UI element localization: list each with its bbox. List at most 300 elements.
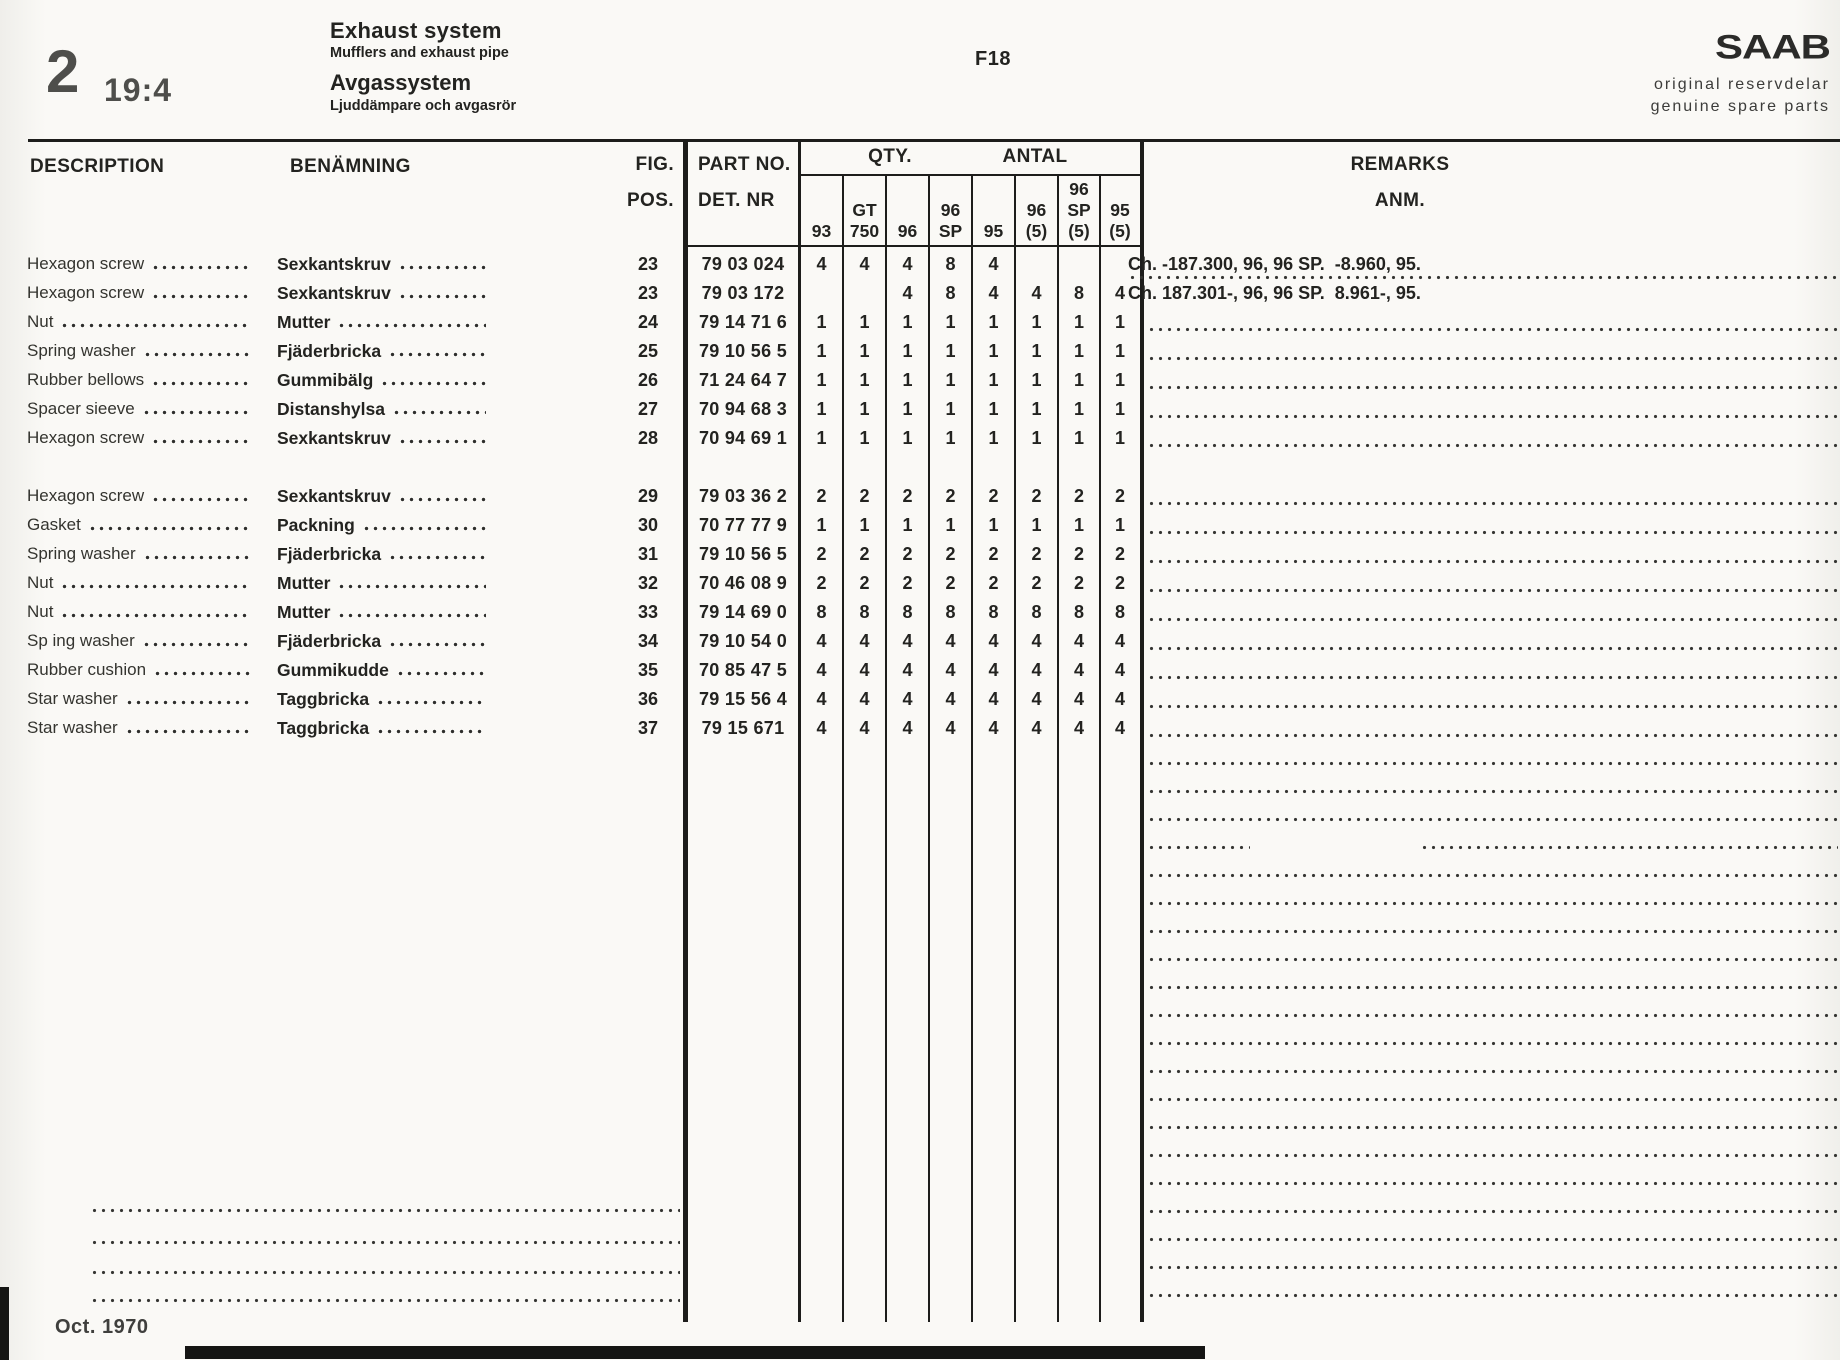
qty-cell: 8 [1073, 283, 1084, 303]
qty-cell: 1 [902, 399, 913, 419]
qty-cell: 4 [1031, 718, 1042, 738]
part-no-cell: 70 94 69 1 [698, 428, 788, 448]
dotted-leader [337, 613, 486, 618]
dotted-line [1147, 675, 1838, 680]
qty-column-header: 96 SP [938, 200, 963, 241]
qty-cell: 4 [1031, 631, 1042, 651]
qty-cell: 1 [945, 312, 956, 332]
qty-cell: 1 [988, 341, 999, 361]
subtitle-swedish: Ljuddämpare och avgasrör [330, 98, 517, 114]
qty-cell: 2 [945, 573, 956, 593]
qty-cell: 1 [988, 428, 999, 448]
pos-cell: 36 [637, 689, 658, 709]
benamning-cell: Sexkantskruv [277, 248, 489, 277]
qty-cell: 4 [1073, 689, 1084, 709]
dotted-line [1147, 985, 1838, 990]
dotted-line [1147, 789, 1838, 794]
qty-cell: 1 [1073, 370, 1084, 390]
pos-cell: 29 [637, 486, 658, 506]
qty-cell: 1 [1031, 399, 1042, 419]
qty-cell: 4 [859, 660, 870, 680]
qty-cell: 1 [945, 399, 956, 419]
pos-cell: 37 [637, 718, 658, 738]
dotted-leader [142, 642, 250, 647]
qty-cell: 1 [1031, 341, 1042, 361]
qty-cell [1016, 248, 1057, 277]
benamning-cell: Distanshylsa [277, 393, 489, 422]
qty-cell: 1 [1114, 312, 1125, 332]
qty-cell: 2 [945, 544, 956, 564]
part-no-cell: 79 15 671 [701, 718, 785, 738]
qty-cell: 8 [1073, 602, 1084, 622]
qty-cell: 1 [945, 428, 956, 448]
qty-cell: 2 [1114, 573, 1125, 593]
dotted-leader [388, 555, 486, 560]
benamning-cell: Sexkantskruv [277, 422, 489, 451]
grid-hline-header-bottom [683, 245, 1143, 247]
qty-cell: 4 [1031, 660, 1042, 680]
dotted-line [1147, 817, 1838, 822]
dotted-line [1147, 617, 1838, 622]
part-no-cell: 70 46 08 9 [698, 573, 788, 593]
qty-cell: 1 [1073, 399, 1084, 419]
brand-block [1650, 27, 1830, 116]
qty-cell: 2 [816, 544, 827, 564]
qty-cell: 8 [816, 602, 827, 622]
qty-cell: 8 [945, 254, 956, 274]
qty-cell: 1 [902, 515, 913, 535]
dotted-line [1147, 1041, 1838, 1046]
dotted-leader [376, 729, 486, 734]
dotted-line [1147, 1013, 1838, 1018]
description-cell: Spacer sieeve [27, 393, 253, 422]
dotted-line [1147, 704, 1838, 709]
dotted-line [1147, 501, 1838, 506]
qty-cell: 1 [816, 341, 827, 361]
dotted-leader [88, 526, 250, 531]
qty-cell: 2 [1031, 544, 1042, 564]
qty-cell: 2 [816, 486, 827, 506]
qty-cell: 4 [902, 718, 913, 738]
page-number: 2 [46, 38, 80, 105]
qty-cell: 1 [1114, 428, 1125, 448]
header-remarks [1255, 154, 1545, 226]
qty-cell: 2 [859, 486, 870, 506]
dotted-leader [60, 613, 250, 618]
qty-cell: 2 [902, 486, 913, 506]
header-fig: FIG. [635, 154, 674, 175]
description-cell: Star washer [27, 683, 253, 712]
dotted-leader [392, 410, 486, 415]
pos-cell: 34 [637, 631, 658, 651]
qty-cell: 4 [859, 631, 870, 651]
header-antal: ANTAL [1002, 146, 1068, 167]
qty-cell: 1 [859, 312, 870, 332]
benamning-cell: Mutter [277, 567, 489, 596]
qty-cell: 2 [902, 573, 913, 593]
table-row [0, 277, 1840, 306]
qty-cell: 1 [1073, 515, 1084, 535]
qty-cell: 4 [1114, 718, 1125, 738]
dotted-leader [60, 584, 250, 589]
benamning-cell: Mutter [277, 596, 489, 625]
dotted-line [1147, 443, 1838, 448]
dotted-line [1147, 646, 1838, 651]
qty-cell: 4 [816, 689, 827, 709]
dotted-leader [337, 323, 486, 328]
dotted-leader [380, 381, 486, 386]
qty-cell: 1 [1031, 515, 1042, 535]
qty-cell: 2 [988, 544, 999, 564]
qty-cell: 1 [1073, 312, 1084, 332]
qty-cell: 4 [859, 254, 870, 274]
figure-reference: F18 [975, 48, 1011, 70]
part-no-cell: 79 14 69 0 [698, 602, 788, 622]
qty-cell: 4 [1114, 660, 1125, 680]
qty-cell: 4 [945, 660, 956, 680]
date-stamp: Oct. 1970 [55, 1316, 149, 1338]
part-no-cell: 79 10 54 0 [698, 631, 788, 651]
description-cell: Hexagon screw [27, 248, 253, 277]
description-cell: Hexagon screw [27, 480, 253, 509]
part-no-cell: 79 10 56 5 [698, 341, 788, 361]
dotted-leader [151, 381, 250, 386]
qty-cell: 4 [988, 283, 999, 303]
dotted-leader [398, 497, 486, 502]
header-description: DESCRIPTION [30, 156, 165, 177]
description-cell: Gasket [27, 509, 253, 538]
dotted-line [1147, 761, 1838, 766]
grid-hline-top-rule [28, 139, 1840, 142]
dotted-line [1147, 559, 1838, 564]
pos-cell: 35 [637, 660, 658, 680]
dotted-leader [396, 671, 486, 676]
qty-column-header: 93 [811, 221, 832, 241]
qty-cell: 4 [1114, 283, 1125, 303]
dotted-line [1147, 356, 1838, 361]
qty-cell: 1 [988, 370, 999, 390]
table-row [0, 248, 1840, 277]
benamning-cell: Taggbricka [277, 712, 489, 741]
brand-line-english: genuine spare parts [1650, 98, 1830, 115]
pos-cell: 27 [637, 399, 658, 419]
benamning-cell: Fjäderbricka [277, 625, 489, 654]
qty-cell: 1 [859, 370, 870, 390]
qty-cell: 1 [1114, 370, 1125, 390]
qty-cell: 1 [988, 312, 999, 332]
qty-cell: 4 [1031, 283, 1042, 303]
qty-cell [1059, 248, 1099, 277]
header-benamning: BENÄMNING [290, 156, 411, 177]
subtitle-english: Mufflers and exhaust pipe [330, 45, 509, 61]
benamning-cell: Fjäderbricka [277, 538, 489, 567]
header-part-no-en: PART NO. [698, 154, 791, 175]
title-swedish: Avgassystem [330, 70, 472, 95]
qty-cell: 1 [945, 370, 956, 390]
qty-cell: 1 [1031, 312, 1042, 332]
dotted-leader [398, 439, 486, 444]
qty-cell [844, 277, 885, 306]
dotted-line [1147, 1265, 1838, 1270]
dotted-line [1147, 1097, 1838, 1102]
qty-cell: 1 [859, 341, 870, 361]
qty-cell: 8 [859, 602, 870, 622]
dotted-line [1420, 845, 1838, 850]
pos-cell: 30 [637, 515, 658, 535]
dotted-line [1147, 1125, 1838, 1130]
part-no-cell: 79 14 71 6 [698, 312, 788, 332]
qty-column-header: 96 [897, 221, 918, 241]
qty-column-header: 96 (5) [1025, 200, 1048, 241]
dotted-line [1147, 1069, 1838, 1074]
qty-cell: 4 [816, 718, 827, 738]
qty-cell: 2 [1073, 486, 1084, 506]
part-no-cell: 79 10 56 5 [698, 544, 788, 564]
bottom-scan-bar [185, 1346, 1205, 1359]
qty-cell: 1 [816, 370, 827, 390]
qty-cell: 4 [988, 254, 999, 274]
qty-cell: 2 [988, 486, 999, 506]
part-no-cell: 79 03 36 2 [698, 486, 788, 506]
qty-cell: 1 [816, 399, 827, 419]
qty-cell: 4 [1073, 631, 1084, 651]
dotted-leader [362, 526, 486, 531]
benamning-cell: Mutter [277, 306, 489, 335]
dotted-leader [142, 410, 250, 415]
dotted-line [1147, 1181, 1838, 1186]
qty-cell: 1 [988, 399, 999, 419]
qty-cell: 4 [816, 660, 827, 680]
dotted-line [1147, 845, 1250, 850]
remark-cell: Ch. 187.301-, 96, 96 SP. 8.961-, 95. [1128, 283, 1421, 303]
qty-cell: 1 [945, 341, 956, 361]
part-no-cell: 71 24 64 7 [698, 370, 788, 390]
dotted-leader [398, 294, 486, 299]
description-cell: Hexagon screw [27, 277, 253, 306]
qty-column-header: 95 [983, 221, 1004, 241]
header-det-nr: DET. NR [698, 190, 775, 211]
qty-cell: 4 [816, 254, 827, 274]
benamning-cell: Fjäderbricka [277, 335, 489, 364]
title-english: Exhaust system [330, 18, 502, 43]
qty-cell: 4 [945, 718, 956, 738]
header-pos: POS. [626, 190, 674, 211]
qty-cell: 8 [988, 602, 999, 622]
pos-cell: 26 [637, 370, 658, 390]
dotted-leader [125, 700, 250, 705]
qty-cell: 8 [1114, 602, 1125, 622]
description-cell: Rubber cushion [27, 654, 253, 683]
dotted-line [1147, 588, 1838, 593]
qty-cell: 1 [902, 341, 913, 361]
dotted-leader [153, 671, 250, 676]
qty-cell: 2 [988, 573, 999, 593]
description-cell: Nut [27, 596, 253, 625]
qty-cell: 1 [1031, 370, 1042, 390]
pos-cell: 33 [637, 602, 658, 622]
qty-cell: 2 [945, 486, 956, 506]
description-cell: Hexagon screw [27, 422, 253, 451]
qty-cell [801, 277, 842, 306]
dotted-line [1147, 901, 1838, 906]
qty-cell: 4 [988, 660, 999, 680]
description-cell: Rubber bellows [27, 364, 253, 393]
qty-cell: 2 [1114, 486, 1125, 506]
qty-cell: 2 [902, 544, 913, 564]
qty-cell: 4 [1114, 689, 1125, 709]
dotted-line [90, 1270, 680, 1275]
qty-cell: 4 [902, 631, 913, 651]
qty-cell: 4 [1031, 689, 1042, 709]
qty-cell: 4 [859, 689, 870, 709]
dotted-line [1147, 929, 1838, 934]
benamning-cell: Gummibälg [277, 364, 489, 393]
dotted-leader [143, 352, 250, 357]
qty-cell: 4 [1114, 631, 1125, 651]
dotted-line [1147, 1293, 1838, 1298]
qty-column-header: 96 SP (5) [1067, 179, 1091, 241]
dotted-leader [151, 439, 250, 444]
pos-cell: 23 [637, 283, 658, 303]
dotted-leader [151, 294, 250, 299]
qty-cell: 1 [902, 428, 913, 448]
dotted-leader [125, 729, 250, 734]
qty-cell: 4 [1073, 718, 1084, 738]
description-cell: Star washer [27, 712, 253, 741]
pos-cell: 25 [637, 341, 658, 361]
qty-cell: 1 [1114, 341, 1125, 361]
pos-cell: 32 [637, 573, 658, 593]
qty-cell: 1 [1031, 428, 1042, 448]
qty-cell: 4 [859, 718, 870, 738]
description-cell: Nut [27, 306, 253, 335]
saab-logo: SAAB [1714, 27, 1830, 67]
qty-cell: 2 [1073, 573, 1084, 593]
brand-line-swedish: original reservdelar [1653, 76, 1830, 93]
header-anm: ANM. [1374, 190, 1426, 211]
qty-cell: 1 [859, 515, 870, 535]
qty-cell: 4 [988, 718, 999, 738]
description-cell: Sp ing washer [27, 625, 253, 654]
qty-cell: 2 [1031, 486, 1042, 506]
dotted-line [1147, 1153, 1838, 1158]
corner-scan-mark [0, 1287, 9, 1360]
section-number: 19:4 [104, 72, 173, 108]
part-no-cell: 79 03 172 [701, 283, 785, 303]
dotted-leader [388, 352, 486, 357]
header-fig-pos [592, 154, 674, 226]
dotted-leader [398, 265, 486, 270]
qty-cell: 4 [816, 631, 827, 651]
benamning-cell: Packning [277, 509, 489, 538]
benamning-cell: Sexkantskruv [277, 480, 489, 509]
dotted-line [1128, 275, 1838, 280]
dotted-line [1147, 414, 1838, 419]
part-no-cell: 70 94 68 3 [698, 399, 788, 419]
dotted-leader [151, 497, 250, 502]
dotted-leader [376, 700, 486, 705]
qty-cell: 4 [988, 689, 999, 709]
qty-cell: 8 [945, 602, 956, 622]
qty-cell: 1 [988, 515, 999, 535]
dotted-line [1147, 530, 1838, 535]
dotted-leader [60, 323, 250, 328]
qty-cell: 4 [945, 631, 956, 651]
qty-cell: 2 [859, 573, 870, 593]
qty-cell: 4 [902, 254, 913, 274]
dotted-line [1147, 957, 1838, 962]
dotted-line [90, 1298, 680, 1303]
qty-cell: 4 [945, 689, 956, 709]
qty-cell: 8 [902, 602, 913, 622]
qty-cell: 1 [859, 428, 870, 448]
part-no-cell: 79 03 024 [701, 254, 785, 274]
qty-cell: 2 [816, 573, 827, 593]
dotted-leader [151, 265, 250, 270]
qty-cell: 1 [859, 399, 870, 419]
qty-cell: 1 [902, 312, 913, 332]
qty-cell: 1 [902, 370, 913, 390]
pos-cell: 23 [637, 254, 658, 274]
qty-cell: 1 [816, 515, 827, 535]
description-cell: Spring washer [27, 538, 253, 567]
benamning-cell: Taggbricka [277, 683, 489, 712]
remark-cell: Ch. -187.300, 96, 96 SP. -8.960, 95. [1128, 254, 1421, 274]
qty-cell: 4 [1073, 660, 1084, 680]
qty-cell: 1 [816, 312, 827, 332]
dotted-line [1147, 1237, 1838, 1242]
description-cell: Nut [27, 567, 253, 596]
benamning-cell: Sexkantskruv [277, 277, 489, 306]
dotted-line [1147, 873, 1838, 878]
qty-cell: 4 [902, 660, 913, 680]
qty-cell: 1 [1114, 515, 1125, 535]
part-no-cell: 70 77 77 9 [698, 515, 788, 535]
pos-cell: 31 [637, 544, 658, 564]
qty-cell: 4 [988, 631, 999, 651]
part-no-cell: 70 85 47 5 [698, 660, 788, 680]
benamning-cell: Gummikudde [277, 654, 489, 683]
dotted-leader [143, 555, 250, 560]
qty-cell: 4 [902, 689, 913, 709]
dotted-leader [337, 584, 486, 589]
dotted-line [90, 1240, 680, 1245]
qty-cell: 1 [816, 428, 827, 448]
dotted-line [1147, 1209, 1838, 1214]
qty-cell: 2 [1073, 544, 1084, 564]
header-qty: QTY. [868, 146, 912, 167]
qty-cell: 2 [1031, 573, 1042, 593]
qty-cell: 1 [945, 515, 956, 535]
header-part-no [698, 154, 791, 226]
dotted-line [1147, 327, 1838, 332]
pos-cell: 24 [637, 312, 658, 332]
dotted-leader [388, 642, 486, 647]
dotted-line [1147, 733, 1838, 738]
qty-cell: 1 [1114, 399, 1125, 419]
qty-cell: 4 [902, 283, 913, 303]
dotted-line [90, 1208, 680, 1213]
description-cell: Spring washer [27, 335, 253, 364]
part-no-cell: 79 15 56 4 [698, 689, 788, 709]
qty-column-header: GT 750 [849, 200, 880, 241]
dotted-line [1147, 385, 1838, 390]
header-remarks-en: REMARKS [1350, 154, 1450, 175]
qty-cell: 1 [1073, 341, 1084, 361]
pos-cell: 28 [637, 428, 658, 448]
qty-column-header: 95 (5) [1109, 200, 1131, 241]
qty-cell: 2 [859, 544, 870, 564]
